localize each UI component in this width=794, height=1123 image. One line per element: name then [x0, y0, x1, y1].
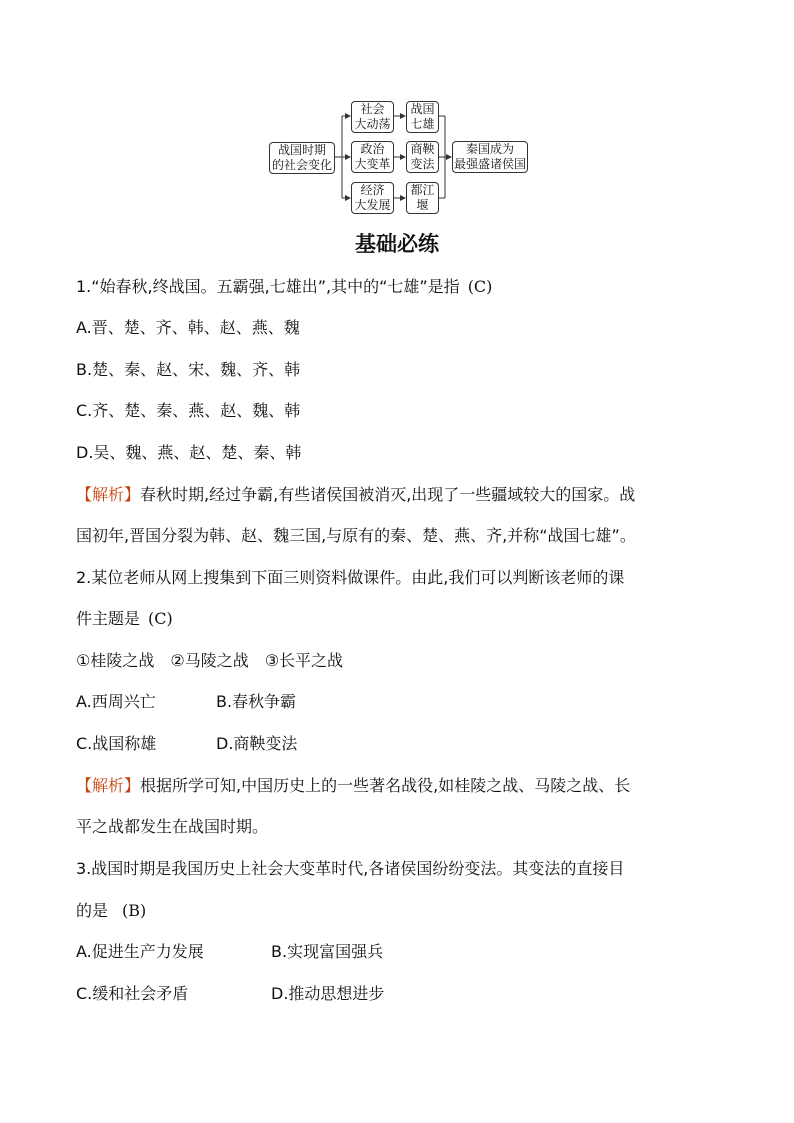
- concept-diagram: [0, 0, 794, 230]
- cause-3-line-1: 经济: [360, 183, 385, 197]
- cause-box-2: [351, 141, 394, 173]
- q1-stem: [76, 274, 492, 297]
- q2-analysis-text-1: 根据所学可知,中国历史上的一些著名战役,如桂陵之战、马陵之战、长: [140, 776, 631, 795]
- q2-option-a: A.西周兴亡: [76, 692, 156, 711]
- q2-analysis-tag: 【解析】: [76, 776, 141, 795]
- q2-option-b: B.春秋争霸: [216, 692, 297, 711]
- q1-option-c: C.齐、楚、秦、燕、赵、魏、韩: [76, 401, 301, 420]
- result-box-2: [406, 141, 439, 173]
- q2-stem-line-2: [76, 606, 173, 629]
- q1-analysis-line-1: [76, 482, 635, 505]
- q2-option-d: D.商鞅变法: [216, 734, 298, 753]
- result-box-3: [406, 182, 439, 214]
- q3-stem-line-2: [76, 898, 146, 921]
- diagram-connectors: [0, 0, 794, 230]
- q2-answer: (C): [148, 609, 173, 628]
- q3-stem-text-2: 的是: [76, 901, 109, 920]
- q1-analysis-text-1: 春秋时期,经过争霸,有些诸侯国被消灭,出现了一些疆域较大的国家。战: [140, 485, 636, 504]
- cause-2-line-2: 大变革: [354, 157, 391, 171]
- q1-analysis-line-2: 国初年,晋国分裂为韩、赵、魏三国,与原有的秦、楚、燕、齐,并称“战国七雄”。: [76, 526, 636, 545]
- q1-stem-text: 1.“始春秋,终战国。五霸强,七雄出”,其中的“七雄”是指: [76, 277, 460, 296]
- q3-option-d: D.推动思想进步: [271, 984, 385, 1003]
- q3-option-c: C.缓和社会矛盾: [76, 984, 189, 1003]
- q3-option-a: A.促进生产力发展: [76, 942, 204, 961]
- cause-1-line-1: 社会: [360, 102, 385, 116]
- root-box: [269, 142, 335, 174]
- outcome-box: [452, 141, 528, 173]
- q3-option-b: B.实现富国强兵: [271, 942, 384, 961]
- q3-options-row-2: [76, 981, 384, 1004]
- cause-1-line-2: 大动荡: [354, 117, 391, 131]
- cause-box-3: [351, 182, 394, 214]
- q1-answer: (C): [467, 277, 493, 296]
- result-2-line-2: 变法: [410, 157, 435, 171]
- outcome-line-2: 最强盛诸侯国: [453, 157, 526, 171]
- q3-options-row-1: [76, 939, 383, 962]
- q2-stem-text-2: 件主题是: [76, 609, 141, 628]
- root-line-2: 的社会变化: [271, 158, 332, 172]
- cause-box-1: [351, 101, 394, 133]
- result-2-line-1: 商鞅: [410, 142, 435, 156]
- q1-option-a: A.晋、楚、齐、韩、赵、燕、魏: [76, 318, 300, 337]
- q2-analysis-line-2: 平之战都发生在战国时期。: [76, 817, 269, 836]
- q1-option-b: B.楚、秦、赵、宋、魏、齐、韩: [76, 360, 301, 379]
- outcome-line-1: 秦国成为: [465, 142, 514, 156]
- q3-stem-line-1: 3.战国时期是我国历史上社会大变革时代,各诸侯国纷纷变法。其变法的直接目: [76, 859, 625, 878]
- cause-3-line-2: 大发展: [354, 198, 391, 212]
- section-title: 基础必练: [355, 232, 439, 256]
- q2-materials: ①桂陵之战 ②马陵之战 ③长平之战: [76, 651, 344, 670]
- result-1-line-1: 战国: [410, 102, 435, 116]
- q3-answer: (B): [122, 901, 147, 920]
- q1-analysis-tag: 【解析】: [76, 485, 141, 504]
- q2-stem-line-1: 2.某位老师从网上搜集到下面三则资料做课件。由此,我们可以判断该老师的课: [76, 568, 625, 587]
- root-line-1: 战国时期: [277, 143, 326, 157]
- q2-options-row-2: [76, 731, 297, 754]
- q1-option-d: D.吴、魏、燕、赵、楚、秦、韩: [76, 443, 302, 462]
- result-3-line-2: 堰: [416, 198, 429, 212]
- result-1-line-2: 七雄: [410, 117, 435, 131]
- q2-analysis-line-1: [76, 773, 630, 796]
- result-box-1: [406, 101, 439, 133]
- cause-2-line-1: 政治: [360, 142, 385, 156]
- q2-options-row-1: [76, 689, 296, 712]
- q2-option-c: C.战国称雄: [76, 734, 157, 753]
- result-3-line-1: 都江: [410, 183, 435, 197]
